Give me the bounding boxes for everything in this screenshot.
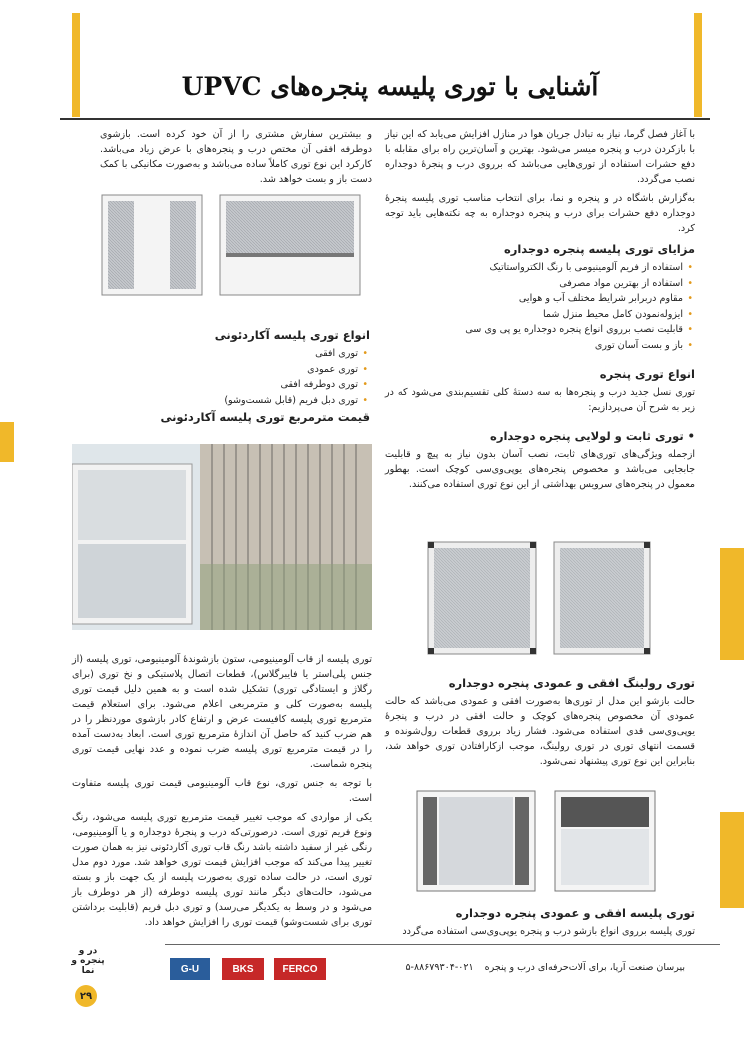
fixed-screen-illustration bbox=[420, 536, 660, 660]
pleated-paragraph: توری پلیسه برروی انواع بازشو درب و پنجره یوپی‌وی‌سی استفاده می‌گردد bbox=[402, 926, 695, 937]
right-column-lower bbox=[385, 670, 695, 773]
accordion-type-item: • توری عمودی bbox=[200, 362, 358, 378]
intro-paragraph: با آغاز فصل گرما، نیاز به تبادل جریان هوا در منازل افزایش می‌یابد که این نیاز با بازکردن درب و پنجره میسر می‌شود. بهترین و آسان‌ترین راه برای مقابله با دفع حشرات استفاده از توری‌هایی می‌باشد که برروی درب و پنجرۀ دوجداره نصب می‌گردد. bbox=[385, 129, 695, 185]
fixed-screen-photo bbox=[420, 536, 660, 660]
bks-logo: BKS bbox=[222, 958, 264, 980]
price-paragraph-3: یکی از مواردی که موجب تغییر قیمت مترمربع توری پلیسه می‌شود، رنگ ونوع فریم توری است. درصورتی‌که درب و پنجرۀ دوجداره و یا آلومینیومی، رنگی غیر از سفید داشته باشد رنگ قاب توری آکاردئونی نیز به همان صورت تغییر پیدا می‌کند که موجب افزایش قیمت توری خواهد شد. مورد دوم مدل توری است، در حالت ساده توری به‌صورت پلیسه از یک جهت باز و بسته می‌شود، حالت‌های دیگر مانند توری پلیسه دوطرفه (از هر دوطرف باز می‌شود و در وسط به یکدیگر می‌رسد) و توری دبل فریم (قابلیت برداشتن توری برای شست‌وشو) قیمت توری را افزایش خواهد داد. bbox=[72, 812, 372, 928]
price-paragraph-1: توری پلیسه از قاب آلومینیومی، ستون بازشوندۀ آلومینیومی، توری پلیسه (از جنس پلی‌استر یا فایبرگلاس)، قطعات اتصال پلاستیکی و نخ توری (برای رگلاژ و ایستادگی توری) تشکیل شده است و به همین دلیل قیمت توری پلیسه به‌صورت کلی و مترمربعی اعلام می‌شود. برای استعلام قیمت مترمربع توری پلیسه کافیست عرض و ارتفاع کادر بازشوی موردنظر را در هم ضرب کنید که حاصل آن اندازۀ مترمربع توری است. ابعاد به‌دست آمده را در قیمت مترمربع توری پلیسه ضرب نموده و عدد نهایی قیمت توری پنجره شماست. bbox=[72, 654, 372, 770]
magazine-logo: در و پنجره و نما bbox=[71, 946, 105, 976]
accordion-type-item: • توری دبل فریم (قابل شست‌وشو) bbox=[200, 393, 358, 409]
intro-paragraph-2: به‌گزارش باشگاه در و پنجره و نما، برای انتخاب مناسب توری پلیسه پنجرۀ دوجداره دفع حشرات برای درب و پنجره دوجداره به چه نکته‌هایی باید توجه کرد. bbox=[385, 193, 695, 234]
benefit-item: • قابلیت نصب برروی انواع پنجره دوجداره یو پی وی سی bbox=[385, 322, 683, 338]
footer-divider bbox=[165, 944, 720, 945]
pleated-section bbox=[395, 900, 695, 943]
accent-bar-right-mid bbox=[720, 548, 744, 660]
price-heading: قیمت مترمربع توری پلیسه آکاردئونی bbox=[160, 410, 370, 424]
benefit-item: • استفاده از بهترین مواد مصرفی bbox=[385, 276, 683, 292]
accent-bar-top-right bbox=[694, 13, 702, 117]
accent-bar-right-low bbox=[720, 812, 744, 908]
pleated-heading: توری پلیسه افقی و عمودی پنجره دوجداره bbox=[455, 906, 695, 920]
types-heading: انواع توری پنجره bbox=[599, 367, 695, 381]
roller-paragraph: حالت بازشو این مدل از توری‌ها به‌صورت افقی و عمودی می‌باشد که حالت عمودی آن مخصوص پنجره‌های کوچک و حالت افقی در درب و پنجرۀ یوپی‌وی‌سی قدی استفاده می‌شود. فشار زیاد برروی قطعات رول‌شونده و قسمت انتهای توری در توری رولینگ، موجب ازکارافتادن توری خواهد شد، بنابراین این نوع توری پیشنهاد نمی‌شود. bbox=[385, 696, 695, 767]
benefits-heading: مزایای توری پلیسه پنجره دوجداره bbox=[503, 242, 695, 256]
benefit-item: • باز و بست آسان توری bbox=[385, 338, 683, 354]
accent-bar-left-mid bbox=[0, 422, 14, 462]
accordion-types-list bbox=[200, 346, 370, 408]
right-column bbox=[385, 127, 695, 496]
left-column-price bbox=[72, 652, 372, 934]
types-paragraph: توری نسل جدید درب و پنجره‌ها به سه دستۀ کلی تقسیم‌بندی می‌شود که در زیر به شرح آن می‌پردازیم: bbox=[385, 387, 695, 413]
left-column-intro bbox=[100, 127, 372, 191]
footer-text bbox=[345, 962, 685, 973]
accordion-types-section bbox=[160, 322, 370, 428]
roller-heading: توری رولینگ افقی و عمودی پنجره دوجداره bbox=[448, 676, 695, 690]
fixed-paragraph: ازجمله ویژگی‌های توری‌های ثابت، نصب آسان بدون نیاز به پیچ و قابلیت جابجایی می‌باشد و مخصوص پنجره‌های یوپی‌وی‌سی کوچک است. بهطور معمول در پنجره‌های سرویس بهداشتی از این نوع توری استفاده می‌کنند. bbox=[385, 449, 695, 490]
window-photo bbox=[72, 444, 372, 630]
page-number: ۲۹ bbox=[75, 985, 97, 1007]
accordion-heading: انواع توری پلیسه آکاردئونی bbox=[214, 328, 370, 342]
benefit-item: • مقاوم دربرابر شرایط مختلف آب و هوایی bbox=[385, 291, 683, 307]
benefit-item: • استفاده از فریم آلومینیومی با رنگ الکترواستاتیک bbox=[385, 260, 683, 276]
gu-logo: G-U bbox=[170, 958, 210, 980]
accordion-screen-illustration bbox=[72, 187, 372, 305]
benefits-list bbox=[385, 260, 695, 353]
accent-bar-top-left bbox=[72, 13, 80, 117]
page-title: آشنایی با توری پلیسه پنجره‌های UPVC bbox=[181, 72, 599, 101]
accordion-screen-photo bbox=[72, 187, 372, 305]
accordion-type-item: • توری افقی bbox=[200, 346, 358, 362]
title-divider bbox=[60, 118, 710, 120]
accordion-type-item: • توری دوطرفه افقی bbox=[200, 377, 358, 393]
pleated-screen-illustration bbox=[395, 785, 715, 897]
ferco-logo: FERCO bbox=[274, 958, 326, 980]
pleated-screen-photo bbox=[395, 785, 715, 897]
benefit-item: • ایزوله‌نمودن کامل محیط منزل شما bbox=[385, 307, 683, 323]
window-illustration bbox=[72, 444, 372, 630]
left-intro-paragraph: و بیشترین سفارش مشتری را از آن خود کرده است. بازشوی دوطرفه افقی آن مختص درب و پنجره‌های با عرض زیاد می‌باشد. کارکرد این نوع توری کاملاً ساده می‌باشد و به‌صورت مکانیکی با کمک دست باز و بست خواهد شد. bbox=[100, 129, 372, 185]
footer-phone: ۰۲۱-۸۸۶۷۹۳۰۴-۵ bbox=[405, 962, 474, 973]
fixed-heading: • توری ثابت و لولایی پنجره دوجداره bbox=[490, 429, 695, 443]
price-paragraph-2: با توجه به جنس توری، نوع قاب آلومینیومی قیمت توری پلیسه متفاوت است. bbox=[72, 778, 372, 804]
footer-company: بیرسان صنعت آریا، برای آلات‌حرفه‌ای درب و پنجره bbox=[484, 962, 685, 973]
